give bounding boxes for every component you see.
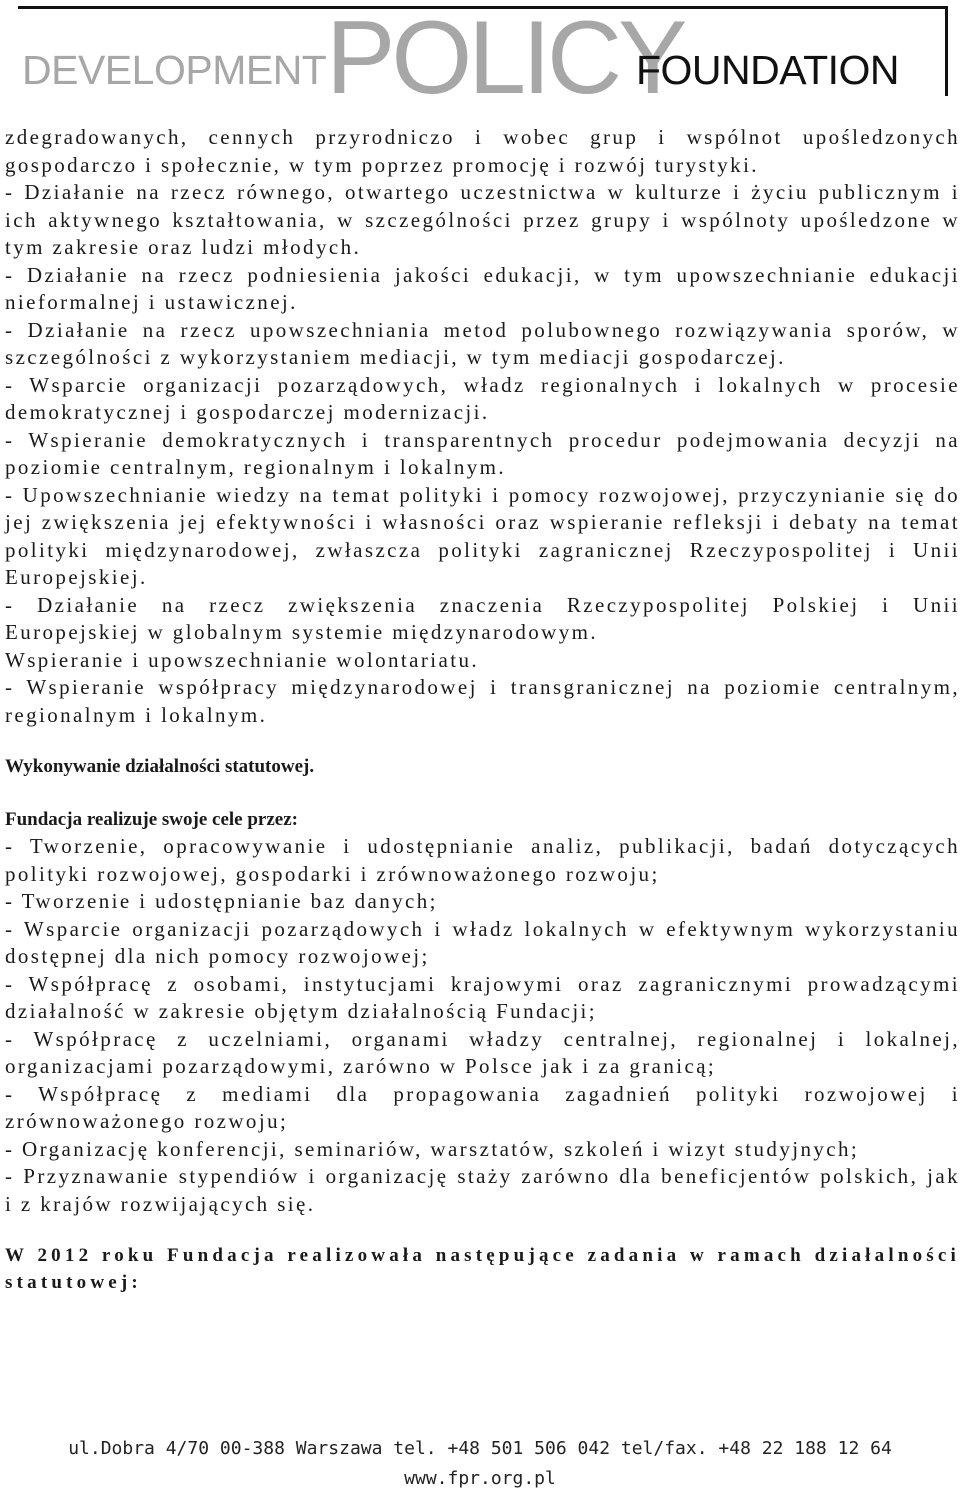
letterhead-right-rule — [945, 6, 948, 96]
objective-item: - Działanie na rzecz zwiększenia znaczenia Rzeczypospolitej Polskiej i Unii Europejskiej w globalnym systemie międzynarodowym. — [5, 592, 960, 644]
means-item: - Wsparcie organizacji pozarządowych i władz lokalnych w efektywnym wykorzystaniu dostępnej dla nich pomocy rozwojowej; — [5, 916, 960, 968]
objective-item: - Wsparcie organizacji pozarządowych, władz regionalnych i lokalnych w procesie demokratycznej i gospodarczej modernizacji. — [5, 372, 960, 424]
objective-item: Wspieranie i upowszechnianie wolontariatu. — [5, 647, 480, 672]
means-item: - Organizację konferencji, seminariów, warsztatów, szkoleń i wizyt studyjnych; — [5, 1136, 860, 1161]
logo-word-foundation: FOUNDATION — [636, 47, 900, 93]
objective-item: - Działanie na rzecz upowszechniania metod polubownego rozwiązywania sporów, w szczególności z wykorzystaniem mediacji, w tym mediacji gospodarczej. — [5, 317, 960, 369]
logo-word-development: DEVELOPMENT — [22, 47, 327, 93]
section-heading-2012-tasks: W 2012 roku Fundacja realizowała następujące zadania w ramach działalności statutowej: — [5, 1245, 960, 1293]
footer-website: www.fpr.org.pl — [404, 1468, 556, 1489]
section-heading-statutory: Wykonywanie działalności statutowej. — [5, 756, 315, 777]
objective-item: - Działanie na rzecz podniesienia jakości edukacji, w tym upowszechnianie edukacji nieformalnej i ustawicznej. — [5, 262, 960, 314]
page-footer — [0, 1434, 960, 1494]
footer-address: ul.Dobra 4/70 00-388 Warszawa tel. +48 501 506 042 tel/fax. +48 22 188 12 64 — [68, 1438, 892, 1459]
means-item: - Współpracę z uczelniami, organami władzy centralnej, regionalnej i lokalnej, organizacjami pozarządowymi, zarówno w Polsce jak i za granicą; — [5, 1026, 960, 1078]
objective-item: - Upowszechnianie wiedzy na temat polityki i pomocy rozwojowej, przyczynianie się do jej zwiększenia jej efektywności i własności oraz wspieranie refleksji i debaty na temat polityki międzynarodowej, zwłaszcza polityki zagranicznej Rzeczypospolitej i Unii Europejskiej. — [5, 482, 960, 589]
means-item: - Współpracę z mediami dla propagowania zagadnień polityki rozwojowej i zrównoważonego rozwoju; — [5, 1081, 960, 1133]
letterhead — [0, 0, 960, 116]
section-heading-means: Fundacja realizuje swoje cele przez: — [5, 809, 298, 830]
objective-item: - Wspieranie demokratycznych i transparentnych procedur podejmowania decyzji na poziomie centralnym, regionalnym i lokalnym. — [5, 427, 960, 479]
means-item: - Współpracę z osobami, instytucjami krajowymi oraz zagranicznymi prowadzącymi działalność w zakresie objętym działalnością Fundacji; — [5, 971, 960, 1023]
means-item: - Przyznawanie stypendiów i organizację staży zarówno dla beneficjentów polskich, jak i z krajów rozwijających się. — [5, 1164, 960, 1216]
means-item: - Tworzenie i udostępnianie baz danych; — [5, 889, 438, 913]
objective-item: - Wspieranie współpracy międzynarodowej i transgranicznej na poziomie centralnym, regionalnym i lokalnym. — [5, 675, 960, 727]
objective-item: - Działanie na rzecz równego, otwartego uczestnictwa w kulturze i życiu publicznym i ich aktywnego kształtowania, w szczególności przez grupy i wspólnoty upośledzone w tym zakresie oraz ludzi młodych. — [5, 180, 960, 259]
means-item: - Tworzenie, opracowywanie i udostępnianie analiz, publikacji, badań dotyczących polityki rozwojowej, gospodarki i zrównoważonego rozwoju; — [5, 834, 960, 886]
logo-word-policy: POLICY — [326, 0, 684, 116]
objective-item: zdegradowanych, cennych przyrodniczo i wobec grup i wspólnot upośledzonych gospodarczo i społecznie, w tym poprzez promocję i rozwój turystyki. — [5, 125, 960, 177]
document-body — [5, 124, 960, 1296]
